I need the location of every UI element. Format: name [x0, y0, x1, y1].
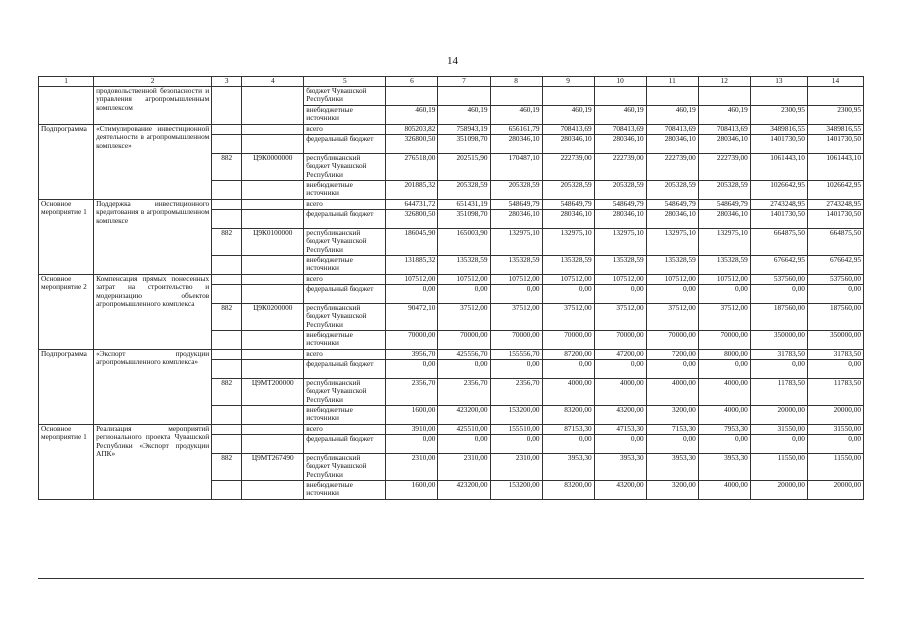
- column-header: 8: [490, 77, 542, 87]
- value-cell: 280346,10: [698, 135, 750, 154]
- source-cell: всего: [304, 125, 386, 135]
- value-cell: 107512,00: [646, 275, 698, 285]
- value-cell: 548649,79: [594, 200, 646, 210]
- column-header: 14: [807, 77, 863, 87]
- value-cell: 1026642,95: [750, 181, 807, 200]
- value-cell: 2300,95: [807, 106, 863, 125]
- value-cell: 70000,00: [646, 331, 698, 350]
- source-cell: республиканский бюджет Чувашской Республики: [304, 154, 386, 181]
- value-cell: 135328,59: [594, 256, 646, 275]
- value-cell: 3953,30: [698, 454, 750, 481]
- table-body: [39, 87, 864, 500]
- column-header: 2: [94, 77, 212, 87]
- value-cell: 2743248,95: [807, 200, 863, 210]
- value-cell: 37512,00: [698, 304, 750, 331]
- table-bottom-rule: [38, 578, 864, 579]
- value-cell: 1600,00: [386, 481, 438, 500]
- value-cell: 135328,59: [698, 256, 750, 275]
- grbs-cell: [212, 360, 242, 379]
- value-cell: 37512,00: [490, 304, 542, 331]
- value-cell: 0,00: [438, 360, 490, 379]
- value-cell: 7153,30: [646, 425, 698, 435]
- value-cell: 201885,32: [386, 181, 438, 200]
- source-cell: внебюджетные источники: [304, 256, 386, 275]
- csr-cell: [242, 87, 304, 125]
- csr-cell: [242, 181, 304, 200]
- value-cell: 31550,00: [807, 425, 863, 435]
- csr-cell: Ц9К0000000: [242, 154, 304, 181]
- value-cell: 351098,70: [438, 210, 490, 229]
- value-cell: 351098,70: [438, 135, 490, 154]
- value-cell: 0,00: [386, 435, 438, 454]
- value-cell: 1401730,50: [750, 210, 807, 229]
- value-cell: 2356,70: [490, 379, 542, 406]
- value-cell: 222739,00: [542, 154, 594, 181]
- name-cell: «Стимулирование инвестиционной деятельности в агропромышленном комплексе»: [94, 125, 212, 200]
- value-cell: [646, 87, 698, 106]
- value-cell: 1401730,50: [807, 210, 863, 229]
- type-cell: Подпрограмма: [39, 350, 94, 425]
- csr-cell: [242, 350, 304, 360]
- value-cell: 0,00: [542, 435, 594, 454]
- value-cell: 8000,00: [698, 350, 750, 360]
- column-header: 5: [304, 77, 386, 87]
- column-header: 9: [542, 77, 594, 87]
- value-cell: 537560,00: [807, 275, 863, 285]
- column-header: 1: [39, 77, 94, 87]
- value-cell: 155510,00: [490, 425, 542, 435]
- grbs-cell: [212, 181, 242, 200]
- csr-cell: [242, 256, 304, 275]
- value-cell: 548649,79: [646, 200, 698, 210]
- grbs-cell: [212, 285, 242, 304]
- value-cell: 3953,30: [594, 454, 646, 481]
- table-row: [39, 200, 864, 210]
- source-cell: внебюджетные источники: [304, 181, 386, 200]
- value-cell: 460,19: [386, 106, 438, 125]
- value-cell: 1061443,10: [807, 154, 863, 181]
- value-cell: 0,00: [594, 285, 646, 304]
- value-cell: 205328,59: [646, 181, 698, 200]
- value-cell: 4000,00: [698, 481, 750, 500]
- source-cell: внебюджетные источники: [304, 481, 386, 500]
- value-cell: 460,19: [594, 106, 646, 125]
- value-cell: 0,00: [807, 435, 863, 454]
- value-cell: 460,19: [698, 106, 750, 125]
- value-cell: 3200,00: [646, 406, 698, 425]
- value-cell: 0,00: [542, 285, 594, 304]
- grbs-cell: [212, 406, 242, 425]
- value-cell: 2743248,95: [750, 200, 807, 210]
- source-cell: федеральный бюджет: [304, 360, 386, 379]
- value-cell: 70000,00: [542, 331, 594, 350]
- value-cell: 280346,10: [646, 210, 698, 229]
- source-cell: бюджет Чувашской Республики: [304, 87, 386, 106]
- name-cell: «Экспорт продукции агропромышленного комплекса»: [94, 350, 212, 425]
- value-cell: 280346,10: [490, 210, 542, 229]
- value-cell: 3489816,55: [807, 125, 863, 135]
- value-cell: 350000,00: [750, 331, 807, 350]
- table-row: [39, 87, 864, 106]
- csr-cell: [242, 210, 304, 229]
- value-cell: 205328,59: [542, 181, 594, 200]
- value-cell: 1600,00: [386, 406, 438, 425]
- value-cell: [750, 87, 807, 106]
- value-cell: 186045,90: [386, 229, 438, 256]
- value-cell: 70000,00: [594, 331, 646, 350]
- source-cell: федеральный бюджет: [304, 435, 386, 454]
- type-cell: [39, 87, 94, 125]
- source-cell: внебюджетные источники: [304, 331, 386, 350]
- value-cell: 37512,00: [438, 304, 490, 331]
- name-cell: Реализация мероприятий регионального проекта Чувашской Республики «Экспорт продукции АПК»: [94, 425, 212, 500]
- value-cell: 1401730,50: [750, 135, 807, 154]
- value-cell: 2356,70: [438, 379, 490, 406]
- value-cell: 83200,00: [542, 406, 594, 425]
- value-cell: 0,00: [438, 285, 490, 304]
- csr-cell: [242, 360, 304, 379]
- name-cell: Поддержка инвестиционного кредитования в агропромышленном комплексе: [94, 200, 212, 275]
- value-cell: 548649,79: [490, 200, 542, 210]
- value-cell: [438, 87, 490, 106]
- csr-cell: [242, 435, 304, 454]
- value-cell: 1061443,10: [750, 154, 807, 181]
- type-cell: Основное мероприятие 1: [39, 200, 94, 275]
- value-cell: 187560,00: [750, 304, 807, 331]
- value-cell: 43200,00: [594, 406, 646, 425]
- value-cell: 37512,00: [594, 304, 646, 331]
- value-cell: 0,00: [490, 285, 542, 304]
- value-cell: [807, 87, 863, 106]
- value-cell: 0,00: [386, 360, 438, 379]
- value-cell: 135328,59: [490, 256, 542, 275]
- value-cell: 2310,00: [386, 454, 438, 481]
- value-cell: 4000,00: [698, 379, 750, 406]
- value-cell: 0,00: [594, 435, 646, 454]
- value-cell: 47200,00: [594, 350, 646, 360]
- value-cell: 165003,90: [438, 229, 490, 256]
- value-cell: 155556,70: [490, 350, 542, 360]
- value-cell: 423200,00: [438, 406, 490, 425]
- value-cell: 0,00: [646, 285, 698, 304]
- value-cell: [594, 87, 646, 106]
- value-cell: 70000,00: [490, 331, 542, 350]
- grbs-cell: [212, 210, 242, 229]
- value-cell: 280346,10: [698, 210, 750, 229]
- value-cell: [542, 87, 594, 106]
- value-cell: 350000,00: [807, 331, 863, 350]
- csr-cell: [242, 406, 304, 425]
- table-row: [39, 275, 864, 285]
- grbs-cell: 882: [212, 229, 242, 256]
- value-cell: 132975,10: [646, 229, 698, 256]
- value-cell: 153200,00: [490, 481, 542, 500]
- grbs-cell: 882: [212, 304, 242, 331]
- value-cell: 4000,00: [646, 379, 698, 406]
- grbs-cell: [212, 200, 242, 210]
- value-cell: 708413,69: [594, 125, 646, 135]
- grbs-cell: 882: [212, 379, 242, 406]
- table-row: [39, 425, 864, 435]
- source-cell: всего: [304, 275, 386, 285]
- value-cell: 20000,00: [750, 406, 807, 425]
- value-cell: 460,19: [438, 106, 490, 125]
- grbs-cell: [212, 125, 242, 135]
- table-row: [39, 125, 864, 135]
- value-cell: 107512,00: [438, 275, 490, 285]
- value-cell: 276518,00: [386, 154, 438, 181]
- value-cell: [698, 87, 750, 106]
- grbs-cell: 882: [212, 454, 242, 481]
- value-cell: 280346,10: [646, 135, 698, 154]
- header-row: [39, 77, 864, 87]
- value-cell: 460,19: [542, 106, 594, 125]
- value-cell: 47153,30: [594, 425, 646, 435]
- value-cell: 423200,00: [438, 481, 490, 500]
- page-number: 14: [447, 55, 458, 67]
- value-cell: 222739,00: [594, 154, 646, 181]
- value-cell: 425556,70: [438, 350, 490, 360]
- value-cell: 326800,50: [386, 135, 438, 154]
- grbs-cell: 882: [212, 154, 242, 181]
- type-cell: Подпрограмма: [39, 125, 94, 200]
- grbs-cell: [212, 350, 242, 360]
- csr-cell: Ц9К0200000: [242, 304, 304, 331]
- value-cell: 548649,79: [698, 200, 750, 210]
- value-cell: 107512,00: [698, 275, 750, 285]
- grbs-cell: [212, 331, 242, 350]
- value-cell: 3910,00: [386, 425, 438, 435]
- value-cell: 135328,59: [542, 256, 594, 275]
- grbs-cell: [212, 435, 242, 454]
- value-cell: 70000,00: [438, 331, 490, 350]
- csr-cell: [242, 481, 304, 500]
- value-cell: 708413,69: [698, 125, 750, 135]
- value-cell: 131885,32: [386, 256, 438, 275]
- value-cell: 222739,00: [646, 154, 698, 181]
- column-header: 4: [242, 77, 304, 87]
- value-cell: 280346,10: [594, 135, 646, 154]
- value-cell: 0,00: [542, 360, 594, 379]
- value-cell: 0,00: [807, 360, 863, 379]
- csr-cell: [242, 331, 304, 350]
- value-cell: 31550,00: [750, 425, 807, 435]
- value-cell: 222739,00: [698, 154, 750, 181]
- value-cell: 326800,50: [386, 210, 438, 229]
- column-header: 6: [386, 77, 438, 87]
- value-cell: 3956,70: [386, 350, 438, 360]
- value-cell: 132975,10: [490, 229, 542, 256]
- source-cell: всего: [304, 200, 386, 210]
- value-cell: 43200,00: [594, 481, 646, 500]
- value-cell: 4000,00: [542, 379, 594, 406]
- column-header: 10: [594, 77, 646, 87]
- value-cell: 2300,95: [750, 106, 807, 125]
- column-header: 12: [698, 77, 750, 87]
- csr-cell: [242, 275, 304, 285]
- grbs-cell: [212, 256, 242, 275]
- value-cell: 548649,79: [542, 200, 594, 210]
- value-cell: 0,00: [594, 360, 646, 379]
- value-cell: 135328,59: [438, 256, 490, 275]
- value-cell: 664875,50: [807, 229, 863, 256]
- value-cell: 280346,10: [542, 135, 594, 154]
- table-row: [39, 350, 864, 360]
- csr-cell: [242, 425, 304, 435]
- type-cell: Основное мероприятие 2: [39, 275, 94, 350]
- value-cell: 205328,59: [438, 181, 490, 200]
- value-cell: 280346,10: [490, 135, 542, 154]
- value-cell: 135328,59: [646, 256, 698, 275]
- value-cell: 758943,19: [438, 125, 490, 135]
- value-cell: 87200,00: [542, 350, 594, 360]
- source-cell: всего: [304, 350, 386, 360]
- name-cell: продовольственной безопасности и управления агропромышленным комплексом: [94, 87, 212, 125]
- value-cell: 805203,82: [386, 125, 438, 135]
- column-header: 13: [750, 77, 807, 87]
- value-cell: 31783,50: [807, 350, 863, 360]
- source-cell: республиканский бюджет Чувашской Республики: [304, 379, 386, 406]
- value-cell: [490, 87, 542, 106]
- value-cell: 664875,50: [750, 229, 807, 256]
- value-cell: 676642,95: [807, 256, 863, 275]
- value-cell: 205328,59: [594, 181, 646, 200]
- csr-cell: [242, 125, 304, 135]
- value-cell: 280346,10: [594, 210, 646, 229]
- value-cell: 676642,95: [750, 256, 807, 275]
- value-cell: 170487,10: [490, 154, 542, 181]
- value-cell: 153200,00: [490, 406, 542, 425]
- csr-cell: Ц9МТ200000: [242, 379, 304, 406]
- value-cell: 0,00: [438, 435, 490, 454]
- name-cell: Компенсация прямых понесенных затрат на строительство и модернизацию объектов агропромышленного комплекса: [94, 275, 212, 350]
- value-cell: 132975,10: [542, 229, 594, 256]
- value-cell: 0,00: [750, 285, 807, 304]
- source-cell: республиканский бюджет Чувашской Республики: [304, 304, 386, 331]
- column-header: 7: [438, 77, 490, 87]
- value-cell: 107512,00: [490, 275, 542, 285]
- value-cell: 1026642,95: [807, 181, 863, 200]
- value-cell: 2310,00: [438, 454, 490, 481]
- value-cell: 3489816,55: [750, 125, 807, 135]
- grbs-cell: [212, 275, 242, 285]
- value-cell: 0,00: [646, 435, 698, 454]
- value-cell: 20000,00: [807, 406, 863, 425]
- value-cell: 20000,00: [750, 481, 807, 500]
- value-cell: 1401730,50: [807, 135, 863, 154]
- value-cell: 0,00: [807, 285, 863, 304]
- value-cell: 2356,70: [386, 379, 438, 406]
- source-cell: федеральный бюджет: [304, 210, 386, 229]
- value-cell: 460,19: [490, 106, 542, 125]
- source-cell: республиканский бюджет Чувашской Республики: [304, 229, 386, 256]
- value-cell: 280346,10: [542, 210, 594, 229]
- budget-table: [38, 76, 864, 500]
- value-cell: 537560,00: [750, 275, 807, 285]
- value-cell: 31783,50: [750, 350, 807, 360]
- value-cell: 187560,00: [807, 304, 863, 331]
- value-cell: 7200,00: [646, 350, 698, 360]
- value-cell: 107512,00: [542, 275, 594, 285]
- csr-cell: Ц9К0100000: [242, 229, 304, 256]
- value-cell: 2310,00: [490, 454, 542, 481]
- value-cell: 205328,59: [490, 181, 542, 200]
- value-cell: 107512,00: [386, 275, 438, 285]
- value-cell: 425510,00: [438, 425, 490, 435]
- value-cell: 11783,50: [807, 379, 863, 406]
- value-cell: 83200,00: [542, 481, 594, 500]
- source-cell: всего: [304, 425, 386, 435]
- source-cell: федеральный бюджет: [304, 285, 386, 304]
- grbs-cell: [212, 425, 242, 435]
- value-cell: 4000,00: [594, 379, 646, 406]
- value-cell: 132975,10: [594, 229, 646, 256]
- value-cell: 0,00: [698, 360, 750, 379]
- value-cell: 87153,30: [542, 425, 594, 435]
- value-cell: 0,00: [646, 360, 698, 379]
- source-cell: федеральный бюджет: [304, 135, 386, 154]
- csr-cell: [242, 135, 304, 154]
- value-cell: 708413,69: [646, 125, 698, 135]
- value-cell: 11783,50: [750, 379, 807, 406]
- value-cell: 11550,00: [750, 454, 807, 481]
- value-cell: 4000,00: [698, 406, 750, 425]
- value-cell: 205328,59: [698, 181, 750, 200]
- csr-cell: Ц9МТ267490: [242, 454, 304, 481]
- value-cell: 0,00: [750, 435, 807, 454]
- value-cell: 0,00: [490, 435, 542, 454]
- value-cell: 70000,00: [386, 331, 438, 350]
- value-cell: 3953,30: [646, 454, 698, 481]
- value-cell: 11550,00: [807, 454, 863, 481]
- value-cell: 37512,00: [542, 304, 594, 331]
- csr-cell: [242, 285, 304, 304]
- value-cell: 0,00: [490, 360, 542, 379]
- value-cell: 3200,00: [646, 481, 698, 500]
- source-cell: республиканский бюджет Чувашской Республики: [304, 454, 386, 481]
- value-cell: 708413,69: [542, 125, 594, 135]
- column-header: 11: [646, 77, 698, 87]
- value-cell: 37512,00: [646, 304, 698, 331]
- column-header: 3: [212, 77, 242, 87]
- csr-cell: [242, 200, 304, 210]
- value-cell: [386, 87, 438, 106]
- value-cell: 202515,90: [438, 154, 490, 181]
- value-cell: 656161,79: [490, 125, 542, 135]
- value-cell: 7953,30: [698, 425, 750, 435]
- value-cell: 70000,00: [698, 331, 750, 350]
- source-cell: внебюджетные источники: [304, 106, 386, 125]
- value-cell: 132975,10: [698, 229, 750, 256]
- value-cell: 0,00: [698, 435, 750, 454]
- value-cell: 0,00: [386, 285, 438, 304]
- value-cell: 460,19: [646, 106, 698, 125]
- value-cell: 90472,10: [386, 304, 438, 331]
- value-cell: 644731,72: [386, 200, 438, 210]
- value-cell: 107512,00: [594, 275, 646, 285]
- grbs-cell: [212, 87, 242, 125]
- value-cell: 0,00: [698, 285, 750, 304]
- source-cell: внебюджетные источники: [304, 406, 386, 425]
- type-cell: Основное мероприятие 1: [39, 425, 94, 500]
- value-cell: 0,00: [750, 360, 807, 379]
- value-cell: 651431,19: [438, 200, 490, 210]
- grbs-cell: [212, 481, 242, 500]
- value-cell: 3953,30: [542, 454, 594, 481]
- grbs-cell: [212, 135, 242, 154]
- value-cell: 20000,00: [807, 481, 863, 500]
